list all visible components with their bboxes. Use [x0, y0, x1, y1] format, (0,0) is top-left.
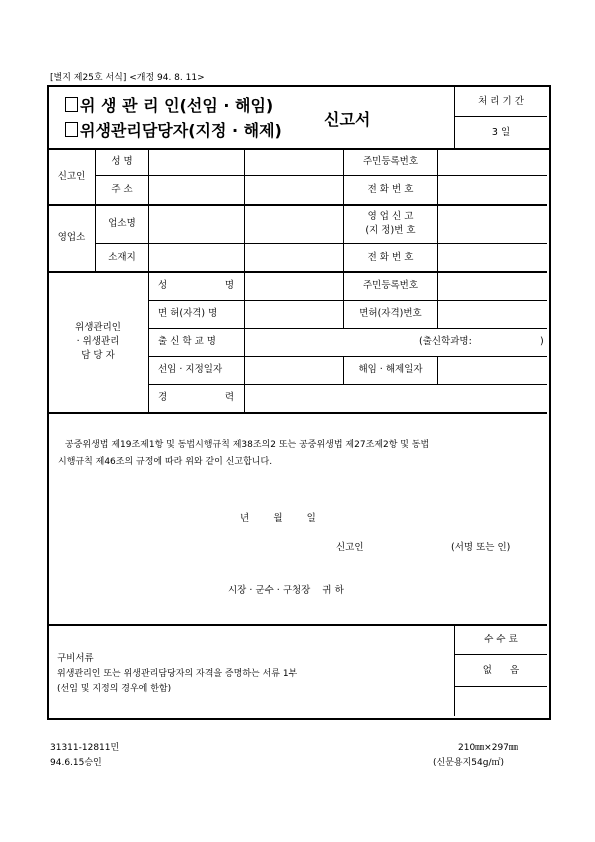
manager-school-label: 출 신 학 교 명 [158, 336, 216, 347]
manager-license-field[interactable] [245, 301, 342, 327]
processing-value: 3 일 [491, 127, 511, 138]
fee-label: 수 수 료 [484, 634, 518, 645]
checkbox-icon[interactable] [65, 97, 78, 112]
business-license-field[interactable] [438, 206, 545, 242]
documents-label: 구비서류 [57, 653, 94, 664]
manager-section-label-3: 담 당 자 [81, 350, 115, 361]
declaration-addressee: 시장 · 군수 · 구청장 귀 하 [228, 585, 344, 596]
reporter-name-extra-field[interactable] [245, 151, 342, 174]
manager-name-label: 성 명 [158, 280, 234, 291]
declaration-line-1: 공중위생법 제19조제1항 및 동법시행규칙 제38조의2 또는 공중위생법 제27조제2항 및 동법 [65, 440, 430, 450]
business-name-field[interactable] [149, 206, 343, 242]
reporter-address-label: 주 소 [111, 184, 133, 195]
manager-dismiss-label: 해임 · 해제일자 [358, 364, 423, 375]
business-phone-label: 전 화 번 호 [367, 252, 414, 263]
footer-approval: 94.6.15승인 [50, 758, 102, 768]
title-line-1: 위 생 관 리 인(선임 · 해임) [65, 96, 273, 116]
business-license-label-2: (지 정)번 호 [365, 225, 416, 236]
business-license-label-1: 영 업 신 고 [367, 211, 414, 222]
footer-size: 210㎜×297㎜ [458, 743, 518, 753]
manager-name-field[interactable] [245, 273, 342, 299]
documents-line-1: 위생관리인 또는 위생관리담당자의 자격을 증명하는 서류 1부 [57, 669, 298, 679]
form-id: [별지 제25호 서식] <개정 94. 8. 11> [50, 73, 205, 83]
checkbox-icon[interactable] [65, 122, 78, 137]
reporter-id-field[interactable] [438, 151, 545, 174]
manager-career-label: 경 력 [158, 392, 234, 403]
declaration-line-2: 시행규칙 제46조의 규정에 따라 위와 같이 신고합니다. [58, 457, 273, 467]
fee-value: 없 음 [482, 665, 520, 676]
manager-school-field[interactable] [245, 329, 415, 355]
manager-dismiss-field[interactable] [438, 357, 545, 383]
manager-career-field[interactable] [245, 385, 545, 411]
manager-dept-field[interactable] [482, 329, 538, 355]
manager-id-label: 주민등록번호 [362, 280, 419, 291]
processing-label: 처 리 기 간 [478, 96, 524, 107]
declaration-reporter-label: 신고인 [336, 542, 364, 553]
manager-id-field[interactable] [438, 273, 545, 299]
declaration-date: 년 월 일 [240, 513, 316, 524]
reporter-name-label: 성 명 [111, 156, 133, 167]
reporter-name-field[interactable] [149, 151, 243, 174]
title-line-2: 위생관리담당자(지정 · 해제) [65, 121, 282, 141]
manager-appoint-field[interactable] [245, 357, 342, 383]
business-name-label: 업소명 [108, 218, 136, 229]
reporter-address-field[interactable] [149, 176, 343, 203]
manager-dept-close: ) [540, 336, 544, 347]
manager-section-label-2: · 위생관리 [76, 336, 120, 347]
footer-paper: (신문용지54g/㎡) [433, 758, 504, 768]
manager-appoint-label: 선임 · 지정일자 [158, 364, 223, 375]
signature-field[interactable] [378, 537, 448, 555]
reporter-section-label: 신고인 [57, 171, 86, 182]
declaration-signature-label: (서명 또는 인) [451, 542, 511, 553]
documents-line-2: (선임 및 지정의 경우에 한함) [57, 684, 172, 694]
business-location-label: 소재지 [108, 252, 136, 263]
business-location-field[interactable] [149, 244, 343, 270]
manager-dept-label: (출신학과명: [419, 336, 472, 347]
reporter-phone-label: 전 화 번 호 [367, 184, 414, 195]
manager-license-label: 면 허(자격) 명 [158, 308, 218, 319]
manager-license-no-label: 면허(자격)번호 [359, 308, 422, 319]
reporter-id-label: 주민등록번호 [362, 156, 419, 167]
footer-code: 31311-12811민 [50, 743, 120, 753]
manager-license-no-field[interactable] [438, 301, 545, 327]
reporter-phone-field[interactable] [438, 176, 545, 203]
business-section-label: 영업소 [57, 232, 86, 243]
title-suffix: 신고서 [324, 110, 371, 129]
business-phone-field[interactable] [438, 244, 545, 270]
manager-section-label-1: 위생관리인 [75, 322, 121, 333]
